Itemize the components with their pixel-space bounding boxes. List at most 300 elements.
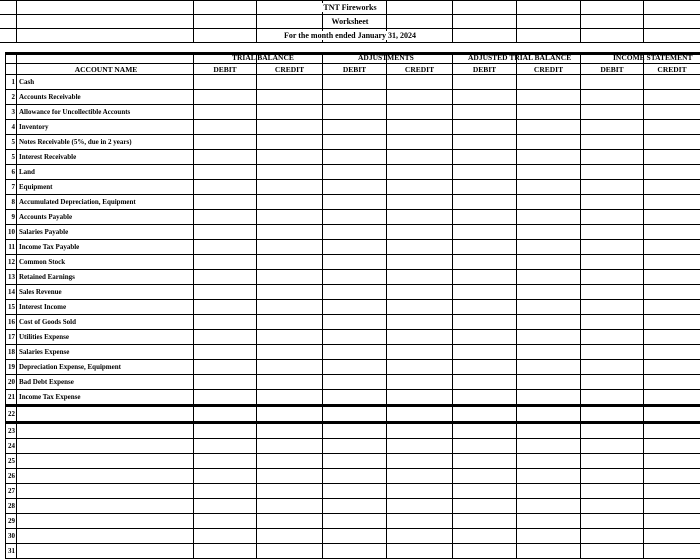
amount-cell[interactable]: [581, 406, 644, 423]
amount-cell[interactable]: [517, 514, 581, 529]
header-rule: [0, 42, 700, 43]
account-name-cell[interactable]: [17, 454, 194, 469]
amount-cell[interactable]: [581, 90, 644, 105]
account-name-cell[interactable]: Retained Earnings: [17, 270, 194, 285]
amount-cell[interactable]: [453, 90, 517, 105]
account-name-cell[interactable]: Income Tax Expense: [17, 390, 194, 406]
amount-cell[interactable]: [517, 150, 581, 165]
amount-cell[interactable]: [323, 300, 387, 315]
amount-cell[interactable]: [387, 544, 453, 559]
amount-cell[interactable]: [257, 120, 323, 135]
amount-cell[interactable]: [257, 484, 323, 499]
amount-cell[interactable]: [453, 375, 517, 390]
amount-cell[interactable]: [453, 484, 517, 499]
amount-cell[interactable]: [581, 180, 644, 195]
account-name-cell[interactable]: Accumulated Depreciation, Equipment: [17, 195, 194, 210]
row-number: 1: [6, 75, 17, 90]
amount-cell[interactable]: [644, 195, 700, 210]
amount-cell[interactable]: [257, 285, 323, 300]
amount-cell[interactable]: [453, 240, 517, 255]
amount-cell[interactable]: [453, 210, 517, 225]
account-name-cell[interactable]: Equipment: [17, 180, 194, 195]
amount-cell[interactable]: [194, 195, 257, 210]
amount-cell[interactable]: [257, 225, 323, 240]
amount-cell[interactable]: [194, 210, 257, 225]
amount-cell[interactable]: [387, 514, 453, 529]
amount-cell[interactable]: [323, 75, 387, 90]
amount-cell[interactable]: [257, 469, 323, 484]
amount-cell[interactable]: [453, 285, 517, 300]
amount-cell[interactable]: [517, 195, 581, 210]
amount-cell[interactable]: [194, 90, 257, 105]
amount-cell[interactable]: [517, 315, 581, 330]
amount-cell[interactable]: [453, 439, 517, 454]
amount-cell[interactable]: [257, 544, 323, 559]
amount-cell[interactable]: [194, 375, 257, 390]
account-name-cell[interactable]: [17, 544, 194, 559]
amount-cell[interactable]: [581, 240, 644, 255]
account-name-cell[interactable]: Inventory: [17, 120, 194, 135]
amount-cell[interactable]: [257, 240, 323, 255]
amount-cell[interactable]: [387, 330, 453, 345]
amount-cell[interactable]: [194, 120, 257, 135]
amount-cell[interactable]: [453, 225, 517, 240]
amount-cell[interactable]: [644, 90, 700, 105]
amount-cell[interactable]: [517, 240, 581, 255]
amount-cell[interactable]: [323, 529, 387, 544]
table-row: [6, 544, 700, 559]
amount-cell[interactable]: [387, 375, 453, 390]
amount-cell[interactable]: [257, 375, 323, 390]
account-name-cell[interactable]: Utilities Expense: [17, 330, 194, 345]
account-name-cell[interactable]: Interest Receivable: [17, 150, 194, 165]
amount-cell[interactable]: [323, 165, 387, 180]
amount-cell[interactable]: [517, 406, 581, 423]
amount-cell[interactable]: [323, 240, 387, 255]
amount-cell[interactable]: [581, 469, 644, 484]
amount-cell[interactable]: [644, 544, 700, 559]
amount-cell[interactable]: [644, 315, 700, 330]
account-name-cell[interactable]: Notes Receivable (5%, due in 2 years): [17, 135, 194, 150]
amount-cell[interactable]: [194, 105, 257, 120]
amount-cell[interactable]: [387, 180, 453, 195]
amount-cell[interactable]: [644, 285, 700, 300]
amount-cell[interactable]: [194, 150, 257, 165]
amount-cell[interactable]: [644, 165, 700, 180]
amount-cell[interactable]: [517, 423, 581, 439]
amount-cell[interactable]: [257, 390, 323, 406]
amount-cell[interactable]: [257, 300, 323, 315]
account-name-cell[interactable]: Interest Income: [17, 300, 194, 315]
amount-cell[interactable]: [453, 120, 517, 135]
amount-cell[interactable]: [194, 469, 257, 484]
amount-cell[interactable]: [323, 180, 387, 195]
amount-cell[interactable]: [194, 285, 257, 300]
amount-cell[interactable]: [387, 105, 453, 120]
amount-cell[interactable]: [581, 105, 644, 120]
amount-cell[interactable]: [387, 120, 453, 135]
amount-cell[interactable]: [257, 514, 323, 529]
amount-cell[interactable]: [323, 423, 387, 439]
amount-cell[interactable]: [453, 345, 517, 360]
amount-cell[interactable]: [581, 225, 644, 240]
amount-cell[interactable]: [453, 165, 517, 180]
table-row: [6, 165, 700, 180]
amount-cell[interactable]: [194, 439, 257, 454]
amount-cell[interactable]: [453, 300, 517, 315]
amount-cell[interactable]: [257, 165, 323, 180]
amount-cell[interactable]: [387, 255, 453, 270]
amount-cell[interactable]: [581, 484, 644, 499]
amount-cell[interactable]: [387, 210, 453, 225]
account-name-cell[interactable]: Land: [17, 165, 194, 180]
amount-cell[interactable]: [323, 195, 387, 210]
amount-cell[interactable]: [257, 270, 323, 285]
amount-cell[interactable]: [257, 195, 323, 210]
amount-cell[interactable]: [453, 499, 517, 514]
account-name-cell[interactable]: Salaries Payable: [17, 225, 194, 240]
amount-cell[interactable]: [453, 406, 517, 423]
amount-cell[interactable]: [644, 270, 700, 285]
amount-cell[interactable]: [323, 105, 387, 120]
amount-cell[interactable]: [453, 180, 517, 195]
amount-cell[interactable]: [453, 315, 517, 330]
amount-cell[interactable]: [644, 210, 700, 225]
amount-cell[interactable]: [517, 390, 581, 406]
amount-cell[interactable]: [387, 423, 453, 439]
amount-cell[interactable]: [257, 135, 323, 150]
account-name-cell[interactable]: Accounts Payable: [17, 210, 194, 225]
amount-cell[interactable]: [581, 375, 644, 390]
table-row: [6, 360, 700, 375]
amount-cell[interactable]: [387, 439, 453, 454]
amount-cell[interactable]: [517, 544, 581, 559]
amount-cell[interactable]: [387, 225, 453, 240]
amount-cell[interactable]: [387, 300, 453, 315]
amount-cell[interactable]: [581, 514, 644, 529]
amount-cell[interactable]: [581, 270, 644, 285]
amount-cell[interactable]: [387, 270, 453, 285]
row-number: 23: [6, 423, 17, 439]
amount-cell[interactable]: [194, 390, 257, 406]
amount-cell[interactable]: [257, 360, 323, 375]
row-number: 2: [6, 90, 17, 105]
amount-cell[interactable]: [323, 330, 387, 345]
account-name-cell[interactable]: Cost of Goods Sold: [17, 315, 194, 330]
amount-cell[interactable]: [453, 544, 517, 559]
amount-cell[interactable]: [581, 439, 644, 454]
amount-cell[interactable]: [323, 90, 387, 105]
amount-cell[interactable]: [517, 360, 581, 375]
amount-cell[interactable]: [257, 75, 323, 90]
amount-cell[interactable]: [323, 390, 387, 406]
amount-cell[interactable]: [517, 210, 581, 225]
amount-cell[interactable]: [387, 454, 453, 469]
amount-cell[interactable]: [581, 120, 644, 135]
amount-cell[interactable]: [453, 469, 517, 484]
account-name-cell[interactable]: [17, 469, 194, 484]
amount-cell[interactable]: [644, 499, 700, 514]
amount-cell[interactable]: [194, 240, 257, 255]
amount-cell[interactable]: [194, 454, 257, 469]
amount-cell[interactable]: [453, 105, 517, 120]
amount-cell[interactable]: [581, 285, 644, 300]
amount-cell[interactable]: [194, 330, 257, 345]
row-number: 9: [6, 210, 17, 225]
amount-cell[interactable]: [581, 544, 644, 559]
amount-cell[interactable]: [644, 225, 700, 240]
amount-cell[interactable]: [194, 300, 257, 315]
amount-cell[interactable]: [644, 345, 700, 360]
amount-cell[interactable]: [387, 240, 453, 255]
amount-cell[interactable]: [194, 406, 257, 423]
amount-cell[interactable]: [581, 360, 644, 375]
amount-cell[interactable]: [387, 360, 453, 375]
amount-cell[interactable]: [387, 90, 453, 105]
amount-cell[interactable]: [387, 390, 453, 406]
amount-cell[interactable]: [517, 499, 581, 514]
amount-cell[interactable]: [581, 150, 644, 165]
amount-cell[interactable]: [453, 360, 517, 375]
amount-cell[interactable]: [644, 423, 700, 439]
amount-cell[interactable]: [581, 165, 644, 180]
amount-cell[interactable]: [387, 315, 453, 330]
amount-cell[interactable]: [323, 270, 387, 285]
amount-cell[interactable]: [194, 484, 257, 499]
amount-cell[interactable]: [581, 195, 644, 210]
amount-cell[interactable]: [323, 454, 387, 469]
amount-cell[interactable]: [517, 180, 581, 195]
amount-cell[interactable]: [517, 75, 581, 90]
amount-cell[interactable]: [323, 150, 387, 165]
account-name-cell[interactable]: [17, 529, 194, 544]
amount-cell[interactable]: [644, 514, 700, 529]
amount-cell[interactable]: [644, 469, 700, 484]
amount-cell[interactable]: [194, 499, 257, 514]
amount-cell[interactable]: [517, 105, 581, 120]
account-name-cell[interactable]: Sales Revenue: [17, 285, 194, 300]
amount-cell[interactable]: [644, 360, 700, 375]
amount-cell[interactable]: [387, 285, 453, 300]
amount-cell[interactable]: [644, 180, 700, 195]
amount-cell[interactable]: [517, 469, 581, 484]
amount-cell[interactable]: [257, 210, 323, 225]
amount-cell[interactable]: [581, 135, 644, 150]
amount-cell[interactable]: [323, 406, 387, 423]
account-name-cell[interactable]: Cash: [17, 75, 194, 90]
amount-cell[interactable]: [323, 345, 387, 360]
amount-cell[interactable]: [453, 195, 517, 210]
amount-cell[interactable]: [323, 135, 387, 150]
amount-cell[interactable]: [517, 165, 581, 180]
amount-cell[interactable]: [517, 255, 581, 270]
account-name-cell[interactable]: Salaries Expense: [17, 345, 194, 360]
amount-cell[interactable]: [453, 150, 517, 165]
amount-cell[interactable]: [517, 439, 581, 454]
amount-cell[interactable]: [644, 454, 700, 469]
amount-cell[interactable]: [453, 135, 517, 150]
amount-cell[interactable]: [581, 315, 644, 330]
amount-cell[interactable]: [453, 390, 517, 406]
amount-cell[interactable]: [453, 255, 517, 270]
amount-cell[interactable]: [387, 499, 453, 514]
amount-cell[interactable]: [517, 375, 581, 390]
amount-cell[interactable]: [387, 75, 453, 90]
amount-cell[interactable]: [257, 90, 323, 105]
amount-cell[interactable]: [517, 120, 581, 135]
amount-cell[interactable]: [323, 255, 387, 270]
amount-cell[interactable]: [517, 484, 581, 499]
amount-cell[interactable]: [517, 454, 581, 469]
amount-cell[interactable]: [387, 469, 453, 484]
amount-cell[interactable]: [644, 300, 700, 315]
account-name-cell[interactable]: [17, 499, 194, 514]
account-name-cell[interactable]: [17, 514, 194, 529]
amount-cell[interactable]: [194, 180, 257, 195]
amount-cell[interactable]: [257, 180, 323, 195]
amount-cell[interactable]: [257, 423, 323, 439]
amount-cell[interactable]: [453, 514, 517, 529]
amount-cell[interactable]: [517, 345, 581, 360]
amount-cell[interactable]: [453, 270, 517, 285]
amount-cell[interactable]: [194, 345, 257, 360]
amount-cell[interactable]: [194, 135, 257, 150]
amount-cell[interactable]: [194, 544, 257, 559]
amount-cell[interactable]: [257, 499, 323, 514]
table-row: [6, 285, 700, 300]
amount-cell[interactable]: [517, 529, 581, 544]
amount-cell[interactable]: [387, 484, 453, 499]
account-name-cell[interactable]: [17, 406, 194, 423]
amount-cell[interactable]: [257, 255, 323, 270]
table-row: [6, 315, 700, 330]
amount-cell[interactable]: [323, 285, 387, 300]
account-name-cell[interactable]: Depreciation Expense, Equipment: [17, 360, 194, 375]
amount-cell[interactable]: [257, 105, 323, 120]
amount-cell[interactable]: [323, 469, 387, 484]
amount-cell[interactable]: [323, 120, 387, 135]
amount-cell[interactable]: [257, 330, 323, 345]
amount-cell[interactable]: [387, 150, 453, 165]
amount-cell[interactable]: [644, 529, 700, 544]
amount-cell[interactable]: [194, 423, 257, 439]
amount-cell[interactable]: [581, 210, 644, 225]
amount-cell[interactable]: [453, 454, 517, 469]
amount-cell[interactable]: [581, 423, 644, 439]
amount-cell[interactable]: [257, 315, 323, 330]
amount-cell[interactable]: [581, 255, 644, 270]
header-is-credit: CREDIT: [644, 64, 700, 75]
amount-cell[interactable]: [644, 375, 700, 390]
amount-cell[interactable]: [387, 135, 453, 150]
amount-cell[interactable]: [517, 330, 581, 345]
amount-cell[interactable]: [453, 330, 517, 345]
amount-cell[interactable]: [194, 315, 257, 330]
amount-cell[interactable]: [581, 499, 644, 514]
amount-cell[interactable]: [323, 225, 387, 240]
amount-cell[interactable]: [517, 135, 581, 150]
amount-cell[interactable]: [644, 439, 700, 454]
amount-cell[interactable]: [453, 75, 517, 90]
amount-cell[interactable]: [257, 406, 323, 423]
amount-cell[interactable]: [517, 90, 581, 105]
amount-cell[interactable]: [257, 345, 323, 360]
amount-cell[interactable]: [387, 529, 453, 544]
amount-cell[interactable]: [453, 529, 517, 544]
amount-cell[interactable]: [194, 529, 257, 544]
amount-cell[interactable]: [387, 406, 453, 423]
amount-cell[interactable]: [323, 315, 387, 330]
account-name-cell[interactable]: [17, 484, 194, 499]
amount-cell[interactable]: [323, 360, 387, 375]
account-name-cell[interactable]: Common Stock: [17, 255, 194, 270]
amount-cell[interactable]: [194, 165, 257, 180]
amount-cell[interactable]: [194, 360, 257, 375]
amount-cell[interactable]: [644, 75, 700, 90]
amount-cell[interactable]: [517, 270, 581, 285]
amount-cell[interactable]: [517, 225, 581, 240]
amount-cell[interactable]: [194, 255, 257, 270]
amount-cell[interactable]: [581, 529, 644, 544]
amount-cell[interactable]: [644, 390, 700, 406]
amount-cell[interactable]: [644, 406, 700, 423]
amount-cell[interactable]: [581, 75, 644, 90]
amount-cell[interactable]: [323, 375, 387, 390]
amount-cell[interactable]: [387, 345, 453, 360]
amount-cell[interactable]: [257, 150, 323, 165]
amount-cell[interactable]: [257, 529, 323, 544]
account-name-cell[interactable]: Bad Debt Expense: [17, 375, 194, 390]
amount-cell[interactable]: [257, 439, 323, 454]
amount-cell[interactable]: [581, 330, 644, 345]
amount-cell[interactable]: [581, 454, 644, 469]
amount-cell[interactable]: [644, 120, 700, 135]
amount-cell[interactable]: [387, 195, 453, 210]
amount-cell[interactable]: [257, 454, 323, 469]
amount-cell[interactable]: [517, 300, 581, 315]
table-row: [6, 439, 700, 454]
amount-cell[interactable]: [644, 105, 700, 120]
amount-cell[interactable]: [194, 270, 257, 285]
amount-cell[interactable]: [517, 285, 581, 300]
amount-cell[interactable]: [581, 345, 644, 360]
amount-cell[interactable]: [644, 255, 700, 270]
amount-cell[interactable]: [194, 225, 257, 240]
amount-cell[interactable]: [581, 390, 644, 406]
amount-cell[interactable]: [644, 135, 700, 150]
amount-cell[interactable]: [323, 499, 387, 514]
amount-cell[interactable]: [323, 439, 387, 454]
amount-cell[interactable]: [323, 514, 387, 529]
account-name-cell[interactable]: Income Tax Payable: [17, 240, 194, 255]
account-name-cell[interactable]: [17, 423, 194, 439]
amount-cell[interactable]: [194, 75, 257, 90]
amount-cell[interactable]: [194, 514, 257, 529]
account-name-cell[interactable]: Allowance for Uncollectible Accounts: [17, 105, 194, 120]
amount-cell[interactable]: [323, 544, 387, 559]
amount-cell[interactable]: [644, 484, 700, 499]
amount-cell[interactable]: [644, 330, 700, 345]
amount-cell[interactable]: [644, 240, 700, 255]
amount-cell[interactable]: [581, 300, 644, 315]
amount-cell[interactable]: [323, 210, 387, 225]
amount-cell[interactable]: [323, 484, 387, 499]
amount-cell[interactable]: [387, 165, 453, 180]
account-name-cell[interactable]: Accounts Receivable: [17, 90, 194, 105]
account-name-cell[interactable]: [17, 439, 194, 454]
amount-cell[interactable]: [644, 150, 700, 165]
amount-cell[interactable]: [453, 423, 517, 439]
